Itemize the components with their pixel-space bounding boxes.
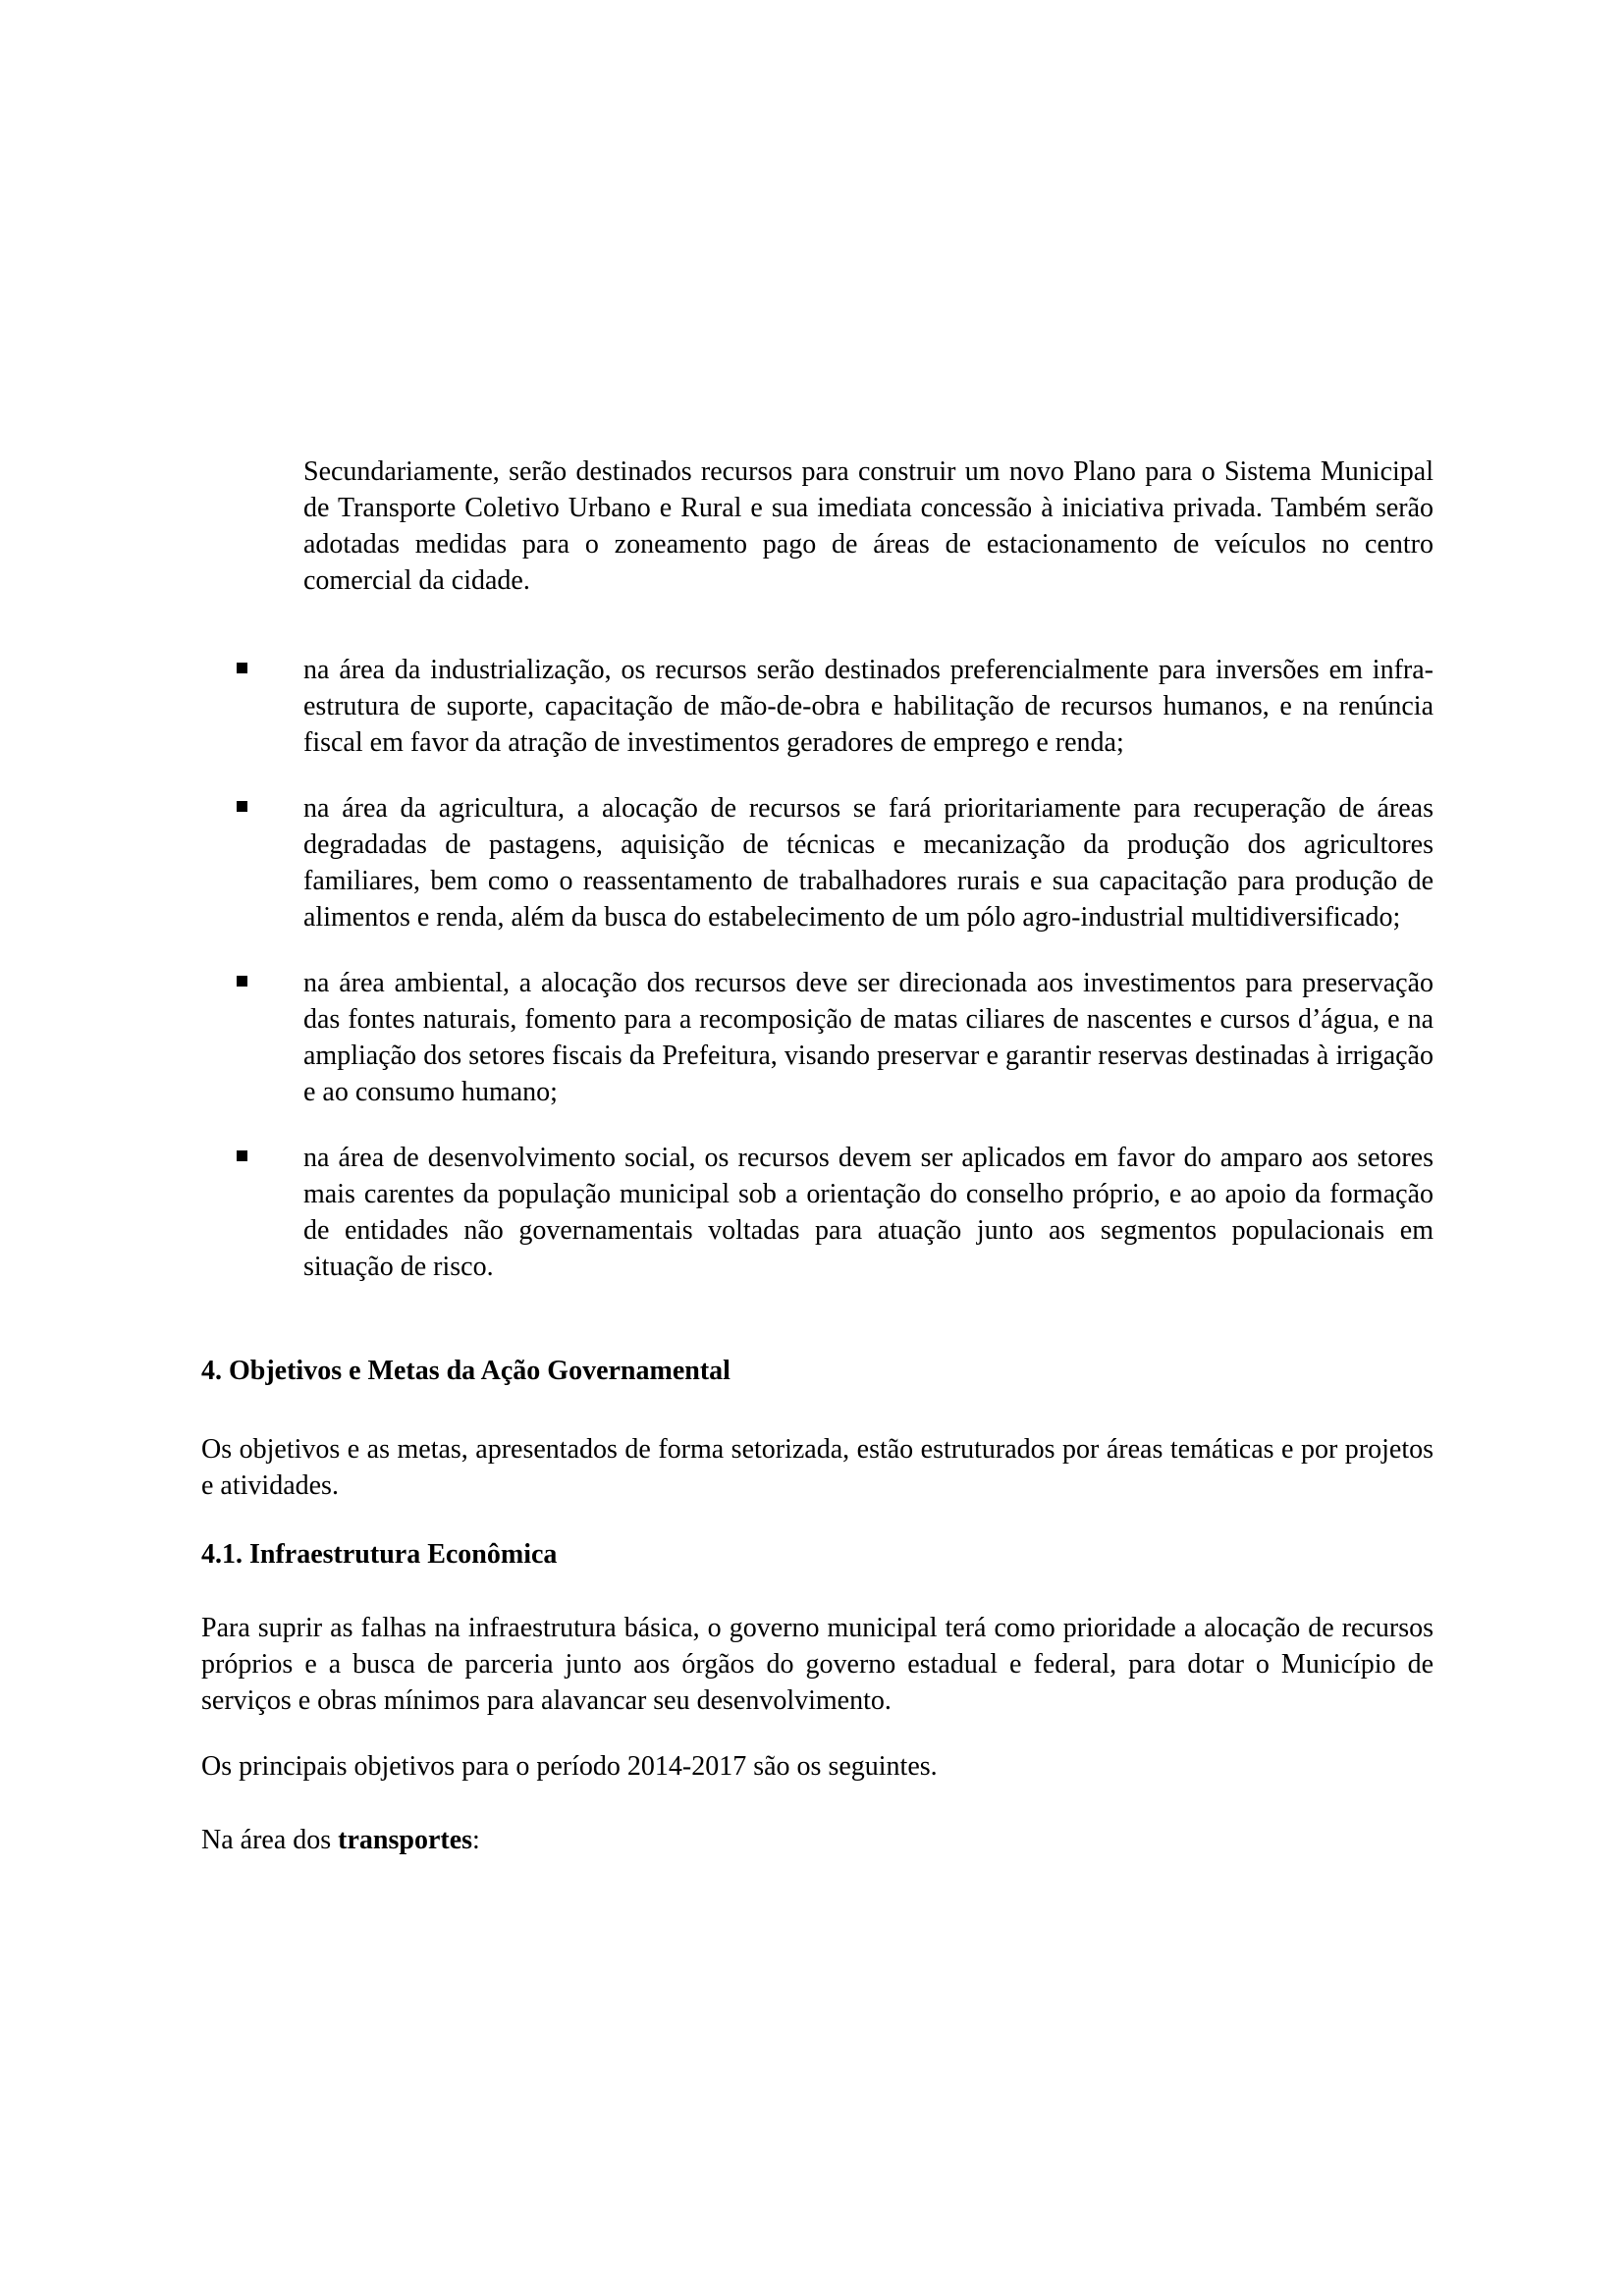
bullet-item-agricultura: [201, 790, 1434, 935]
bullet-item-desenvolvimento-social: [201, 1140, 1434, 1285]
area-line-suffix: :: [472, 1825, 480, 1855]
square-bullet-icon: [237, 663, 247, 673]
bullet-text: na área da agricultura, a alocação de recursos se fará prioritariamente para recuperação de áreas degradadas de pastagens, aquisição de técnicas e mecanização da produção dos agricultores familiares, bem como o reassentamento de trabalhadores rurais e sua capacitação para produção de alimentos e renda, além da busca do estabelecimento de um pólo agro-industrial multidiversificado;: [303, 793, 1434, 933]
bullet-list: [201, 652, 1434, 1285]
intro-paragraph: Secundariamente, serão destinados recursos para construir um novo Plano para o Sistema Municipal de Transporte Coletivo Urbano e Rural e sua imediata concessão à iniciativa privada. Também serão adotadas medidas para o zoneamento pago de áreas de estacionamento de veículos no centro comercial da cidade.: [303, 456, 1434, 596]
bullet-text: na área de desenvolvimento social, os recursos devem ser aplicados em favor do amparo aos setores mais carentes da população municipal sob a orientação do conselho próprio, e ao apoio da formação de entidades não governamentais voltadas para atuação junto aos segmentos populacionais em situação de risco.: [303, 1143, 1434, 1282]
bullet-item-industrializacao: [201, 652, 1434, 761]
text-block: [201, 454, 1434, 1858]
area-line-keyword: transportes: [338, 1825, 473, 1855]
section-4-1-heading: 4.1. Infraestrutura Econômica: [201, 1539, 558, 1570]
square-bullet-icon: [237, 1150, 247, 1161]
square-bullet-icon: [237, 976, 247, 987]
square-bullet-icon: [237, 801, 247, 812]
bullet-item-ambiental: [201, 965, 1434, 1110]
section-4-heading: 4. Objetivos e Metas da Ação Governamental: [201, 1356, 730, 1386]
bullet-text: na área da industrialização, os recursos serão destinados preferencialmente para inversões em infra-estrutura de suporte, capacitação de mão-de-obra e habilitação de recursos humanos, e na renúncia fiscal em favor da atração de investimentos geradores de emprego e renda;: [303, 655, 1434, 758]
area-line-prefix: Na área dos: [201, 1825, 339, 1855]
bullet-text: na área ambiental, a alocação dos recursos deve ser direcionada aos investimentos para preservação das fontes naturais, fomento para a recomposição de matas ciliares de nascentes e cursos d’água, e na ampliação dos setores fiscais da Prefeitura, visando preservar e garantir reservas destinadas à irrigação e ao consumo humano;: [303, 968, 1434, 1107]
objectives-intro-line: Os principais objetivos para o período 2014-2017 são os seguintes.: [201, 1751, 938, 1782]
section-4-paragraph: Os objetivos e as metas, apresentados de forma setorizada, estão estruturados por áreas temáticas e por projetos e atividades.: [201, 1434, 1434, 1501]
section-4-1-paragraph: Para suprir as falhas na infraestrutura básica, o governo municipal terá como prioridade a alocação de recursos próprios e a busca de parceria junto aos órgãos do governo estadual e federal, para dotar o Município de serviços e obras mínimos para alavancar seu desenvolvimento.: [201, 1613, 1434, 1716]
area-transportes-line: [201, 1822, 1434, 1858]
